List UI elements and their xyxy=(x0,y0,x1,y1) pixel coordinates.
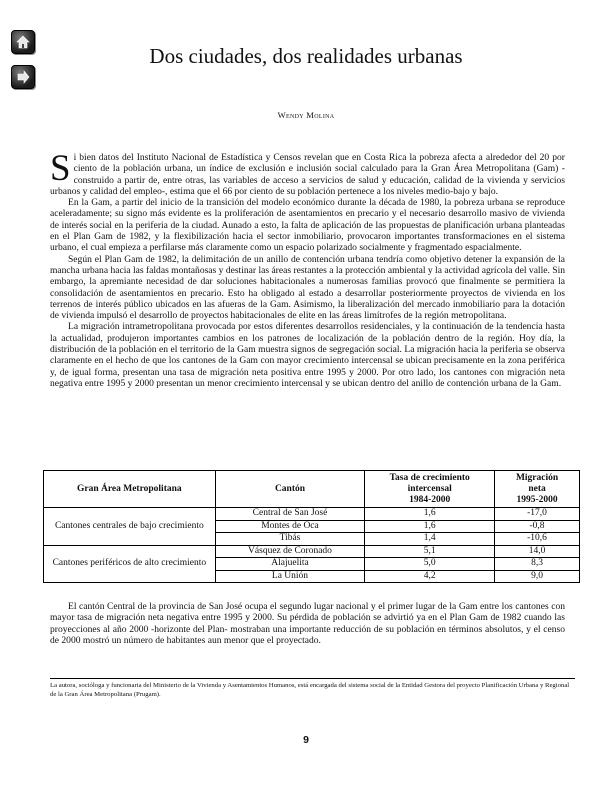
group-label: Cantones centrales de bajo crecimiento xyxy=(44,508,216,546)
migration-cell: -17,0 xyxy=(495,508,580,521)
footnote: La autora, socióloga y funcionaria del Ministerio de la Vivienda y Asentamientos Humanos, está encargada del sistema social de la Entidad Gestora del proyecto Planificación Urbana y Regional de la Gran Área Metropolitana (Prugam). xyxy=(50,682,570,698)
paragraph: En la Gam, a partir del inicio de la transición del modelo económico durante la década de 1980, la pobreza urbana se reproduce aceleradamente; su signo más evidente es la proliferación de asentamientos en precario y el necesario desarrollo masivo de vivienda de interés social en la periferia de la ciudad. Aunado a esto, la falta de aplicación de las propuestas de planificación urbana planteadas en el Plan Gam de 1982, y la flexibilización hacia el sector inmobiliario, provocaron importantes transformaciones en el sistema urbano, el cual empieza a perfilarse más claramente como un espacio polarizado socialmente y fragmentado espacialmente. xyxy=(50,197,565,254)
header-region: Gran Área Metropolitana xyxy=(44,471,216,508)
header-canton: Cantón xyxy=(215,471,365,508)
growth-cell: 4,2 xyxy=(365,570,495,583)
migration-cell: 14,0 xyxy=(495,545,580,558)
page-number: 9 xyxy=(303,734,309,746)
growth-cell: 1,6 xyxy=(365,520,495,533)
canton-cell: Alajuelita xyxy=(215,558,365,571)
migration-cell: -10,6 xyxy=(495,533,580,546)
group-label: Cantones periféricos de alto crecimiento xyxy=(44,545,216,583)
migration-cell: 9,0 xyxy=(495,570,580,583)
page-title: Dos ciudades, dos realidades urbanas xyxy=(149,44,463,68)
header-growth: Tasa de crecimiento intercensal 1984-2000 xyxy=(365,471,495,508)
paragraph: El cantón Central de la provincia de San José ocupa el segundo lugar nacional y el primer lugar de la Gam entre los cantones con mayor tasa de migración neta negativa entre 1995 y 2000. Su pérdida de población se advirtió ya en el Plan Gam de 1982 cuando las proyecciones al año 2000 -horizonte del Plan- mostraban una importante reducción de su población en términos absolutos, y el censo de 2000 mostró un número de habitantes aun menor que el proyectado. xyxy=(50,601,565,646)
paragraph: Según el Plan Gam de 1982, la delimitación de un anillo de contención urbana tendría como objetivo detener la expansión de la mancha urbana hacia las faldas montañosas y destinar las áreas restantes a la protección ambiental y la actividad agrícola del valle. Sin embargo, la apremiante necesidad de dar soluciones habitacionales a numerosas familias provocó que finalmente se permitiera la consolidación de asentamientos en precario. Esto ha obligado al estado a desarrollar posteriormente proyectos de vivienda en los terrenos de interés público ubicados en las afueras de la Gam. Asimismo, la liberalización del mercado inmobiliario para la dotación de vivienda impulsó el desarrollo de proyectos habitacionales de elite en las áreas limítrofes de la región metropolitana. xyxy=(50,253,565,322)
header-migration: Migración neta 1995-2000 xyxy=(495,471,580,508)
canton-cell: Montes de Oca xyxy=(215,520,365,533)
author-name: Wendy Molina xyxy=(277,110,335,120)
closing-text xyxy=(50,601,565,646)
canton-cell: Tibás xyxy=(215,533,365,546)
canton-cell: La Unión xyxy=(215,570,365,583)
canton-cell: Vásquez de Coronado xyxy=(215,545,365,558)
canton-cell: Central de San José xyxy=(215,508,365,521)
migration-cell: -0,8 xyxy=(495,520,580,533)
article-body xyxy=(50,148,565,389)
growth-cell: 5,1 xyxy=(365,545,495,558)
footnote-divider xyxy=(50,678,575,679)
growth-cell: 5,0 xyxy=(365,558,495,571)
migration-table xyxy=(43,470,580,583)
drop-cap: S xyxy=(50,148,71,189)
table-header-row xyxy=(44,471,580,508)
arrow-right-icon xyxy=(15,69,31,85)
migration-cell: 8,3 xyxy=(495,558,580,571)
growth-cell: 1,6 xyxy=(365,508,495,521)
table-row xyxy=(44,545,580,558)
paragraph: La migración intrametropolitana provocada por estos diferentes desarrollos residenciales, y la continuación de la tendencia hasta la actualidad, produjeron importantes cambios en los patrones de localización de la población dentro de la región. Hoy día, la distribución de la población en el territorio de la Gam muestra signos de segregación social. La migración hacia la periferia se observa claramente en el hecho de que los cantones de la Gam con mayor crecimiento intercensal se ubican precisamente en la zona periférica y, de igual forma, presentan una tasa de migración neta positiva entre 1995 y 2000. Por otro lado, los cantones con migración neta negativa entre 1995 y 2000 presentan un menor crecimiento intercensal y se ubican dentro del anillo de contención urbana de la Gam. xyxy=(50,321,565,389)
intro-paragraph xyxy=(50,148,565,197)
growth-cell: 1,4 xyxy=(365,533,495,546)
intro-text: i bien datos del Instituto Nacional de Estadística y Censos revelan que en Costa Rica la pobreza afecta a alrededor del 20 por ciento de la población urbana, un índice de exclusión e inclusión social calculado para la Gran Área Metropolitana (Gam) -construido a partir de, entre otras, las variables de acceso a servicios de salud y educación, calidad de la vivienda y servicios urbanos y calidad del empleo-, estima que el 66 por ciento de su población pertenece a los niveles medio-bajo y bajo. xyxy=(50,152,565,197)
table-row xyxy=(44,508,580,521)
migration-table-container xyxy=(43,470,580,583)
